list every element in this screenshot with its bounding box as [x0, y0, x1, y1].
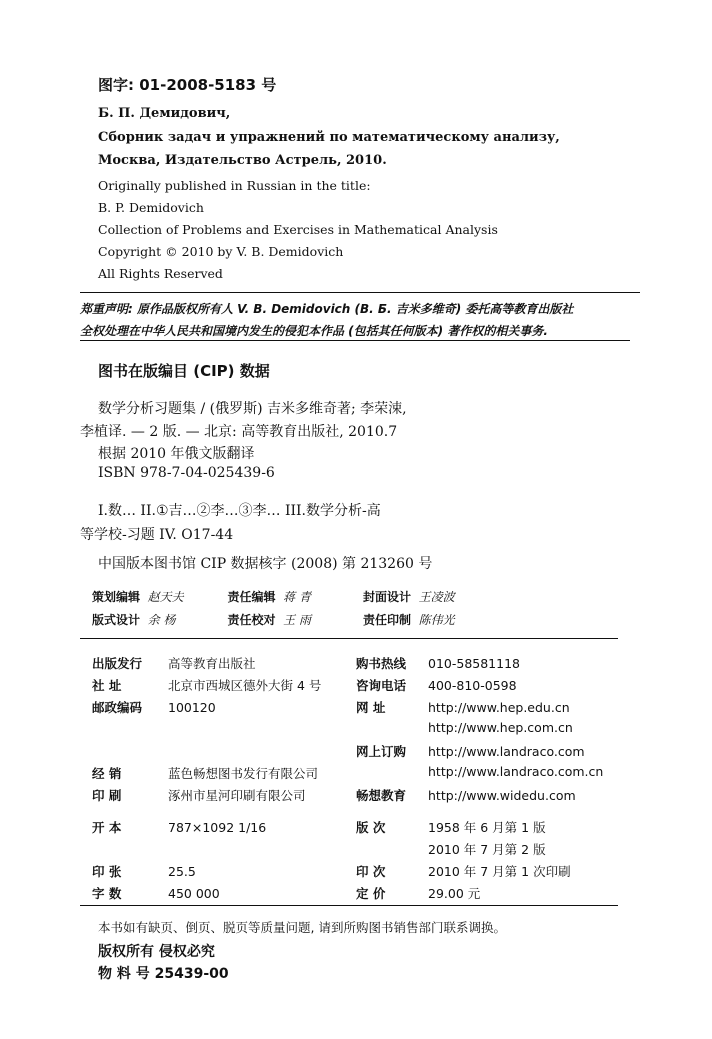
spec-value: 787×1092 1/16 — [168, 820, 267, 835]
spec-value: 29.00 元 — [428, 886, 481, 901]
english-line-2: B. P. Demidovich — [98, 200, 204, 215]
pub-left-2 — [92, 698, 216, 716]
spec-left-0 — [92, 818, 266, 836]
spec-label: 印 张 — [92, 864, 122, 879]
cip-title: 图书在版编目 (CIP) 数据 — [98, 362, 270, 380]
pub-value: http://www.landraco.com — [428, 744, 585, 759]
pub-right-6 — [356, 786, 576, 804]
pub-value: 蓝色畅想图书发行有限公司 — [168, 766, 319, 781]
footer-note: 本书如有缺页、倒页、脱页等质量问题, 请到所购图书销售部门联系调换。 — [98, 920, 506, 935]
pub-label: 购书热线 — [356, 656, 407, 671]
spec-value: 25.5 — [168, 864, 196, 879]
pub-right-2 — [356, 698, 570, 716]
staff-value: 蒋 青 — [283, 590, 311, 604]
russian-author: Б. П. Демидович, — [98, 106, 231, 121]
spec-left-2 — [92, 862, 196, 880]
footer-rights: 版权所有 侵权必究 — [98, 944, 215, 960]
spec-right-3 — [356, 884, 480, 902]
staff-value: 王凌波 — [418, 590, 455, 604]
staff-label: 策划编辑 — [92, 590, 141, 604]
pub-value: 涿州市星河印刷有限公司 — [168, 788, 306, 803]
pub-value: 400-810-0598 — [428, 678, 517, 693]
spec-label: 开 本 — [92, 820, 122, 835]
notice-line-2: 全权处理在中华人民共和国境内发生的侵犯本作品 (包括其任何版本) 著作权的相关事务. — [80, 324, 548, 338]
spec-value: 2010 年 7 月第 1 次印刷 — [428, 864, 571, 879]
spec-label: 字 数 — [92, 886, 122, 901]
pub-value: 北京市西城区德外大街 4 号 — [168, 678, 322, 693]
staff-label: 责任印制 — [362, 613, 411, 627]
pub-left-1 — [92, 676, 321, 694]
english-line-4: Copyright © 2010 by V. B. Demidovich — [98, 244, 344, 259]
russian-imprint: Москва, Издательство Астрель, 2010. — [98, 153, 387, 168]
cip-line-6: 等学校-习题 IV. O17-44 — [80, 527, 234, 543]
pub-label: 出版发行 — [92, 656, 143, 671]
pub-label: 网 址 — [356, 700, 386, 715]
staff-label: 封面设计 — [362, 590, 411, 604]
russian-title: Сборник задач и упражнений по математическому анализу, — [98, 130, 560, 145]
pub-value: 100120 — [168, 700, 216, 715]
spec-label: 定 价 — [356, 886, 386, 901]
spec-right-0 — [356, 818, 546, 836]
pub-label: 咨询电话 — [356, 678, 407, 693]
cip-line-7: 中国版本图书馆 CIP 数据核字 (2008) 第 213260 号 — [98, 556, 433, 572]
staff-row-1 — [92, 588, 455, 605]
staff-row-2 — [92, 611, 455, 628]
staff-value: 余 杨 — [147, 613, 176, 627]
pub-label: 畅想教育 — [356, 788, 407, 803]
pub-right-0 — [356, 654, 520, 672]
pub-value: 高等教育出版社 — [168, 656, 256, 671]
spec-value: 450 000 — [168, 886, 220, 901]
pub-value: 010-58581118 — [428, 656, 520, 671]
staff-label: 责任编辑 — [227, 590, 276, 604]
staff-label: 责任校对 — [227, 613, 276, 627]
spec-left-3 — [92, 884, 220, 902]
spec-value: 1958 年 6 月第 1 版 — [428, 820, 546, 835]
notice-bottom-rule — [80, 340, 630, 341]
cip-line-5: I.数… II.①吉…②李…③李… III.数学分析-高 — [98, 503, 381, 519]
pub-value: http://www.hep.edu.cn — [428, 700, 570, 715]
footer-material-number: 物 料 号 25439-00 — [98, 966, 229, 982]
pub-left-5 — [92, 764, 318, 782]
registration-number: 图字: 01-2008-5183 号 — [98, 76, 277, 94]
pub-label: 社 址 — [92, 678, 122, 693]
staff-value: 王 雨 — [283, 613, 311, 627]
cip-line-4: ISBN 978-7-04-025439-6 — [98, 465, 275, 481]
pub-label: 印 刷 — [92, 788, 122, 803]
spec-value: 2010 年 7 月第 2 版 — [428, 842, 546, 857]
cip-line-3: 根据 2010 年俄文版翻译 — [98, 446, 255, 462]
pub-value: http://www.hep.com.cn — [428, 720, 573, 735]
pub-label: 经 销 — [92, 766, 122, 781]
english-line-3: Collection of Problems and Exercises in Mathematical Analysis — [98, 222, 498, 237]
english-line-5: All Rights Reserved — [98, 266, 223, 281]
pub-label: 网上订购 — [356, 744, 407, 759]
spec-right-1 — [356, 840, 546, 858]
pub-right-3 — [356, 720, 573, 735]
notice-line-1: 郑重声明: 原作品版权所有人 V. B. Demidovich (В. Б. 吉米多维奇) 委托高等教育出版社 — [80, 302, 574, 316]
staff-value: 赵天夫 — [147, 590, 184, 604]
pub-left-6 — [92, 786, 306, 804]
publisher-top-rule — [80, 638, 618, 639]
pub-value: http://www.landraco.com.cn — [428, 764, 604, 779]
cip-line-2: 李植译. — 2 版. — 北京: 高等教育出版社, 2010.7 — [80, 424, 398, 440]
pub-right-5 — [356, 764, 603, 779]
pub-right-4 — [356, 742, 585, 760]
footer-top-rule — [80, 905, 618, 906]
notice-top-rule — [80, 292, 640, 293]
pub-value: http://www.widedu.com — [428, 788, 576, 803]
english-line-1: Originally published in Russian in the title: — [98, 178, 371, 193]
spec-label: 版 次 — [356, 820, 386, 835]
spec-right-2 — [356, 862, 571, 880]
pub-right-1 — [356, 676, 517, 694]
pub-left-0 — [92, 654, 256, 672]
pub-label: 邮政编码 — [92, 700, 143, 715]
staff-value: 陈伟光 — [418, 613, 455, 627]
spec-label: 印 次 — [356, 864, 386, 879]
cip-line-1: 数学分析习题集 / (俄罗斯) 吉米多维奇著; 李荣涑, — [98, 401, 407, 417]
staff-label: 版式设计 — [92, 613, 141, 627]
